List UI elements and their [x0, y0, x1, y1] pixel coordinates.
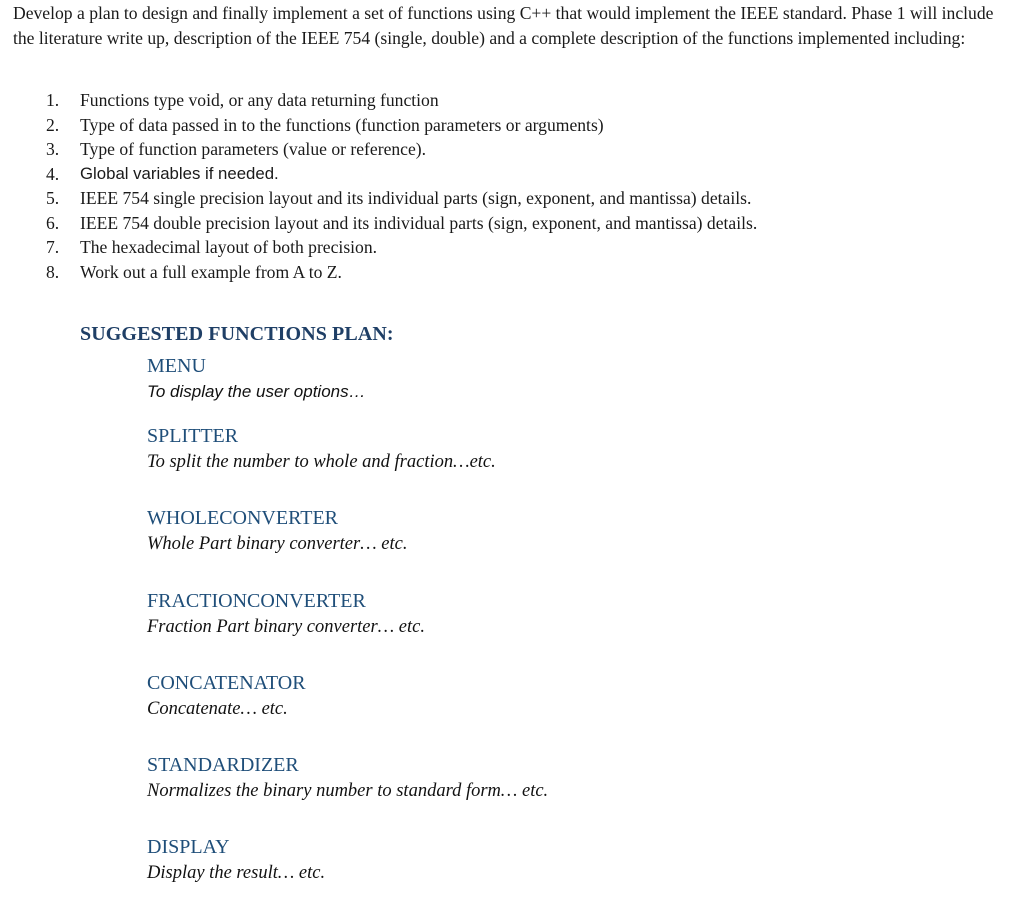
intro-paragraph: Develop a plan to design and finally implement a set of functions using C++ that would implement the IEEE standard. Phase 1 will include the literature write up, description of the IEEE 754 (single, double) and a complete description of the functions implemented including: [13, 3, 994, 48]
function-description: To split the number to whole and fraction…etc. [147, 452, 496, 472]
list-item-text: Functions type void, or any data returning function [80, 90, 439, 110]
function-entry-standardizer [147, 752, 548, 804]
function-name: CONCATENATOR [147, 672, 306, 694]
function-description: Display the result… etc. [147, 863, 326, 883]
list-item-number: 2. [46, 114, 60, 135]
function-name: FRACTIONCONVERTER [147, 590, 366, 612]
function-entry-menu [147, 353, 366, 405]
list-item-number: 6. [46, 212, 60, 233]
function-name: SPLITTER [147, 425, 239, 447]
function-entry-fractionconverter [147, 588, 425, 640]
function-description: Fraction Part binary converter… etc. [147, 617, 425, 637]
list-item-text: Type of function parameters (value or reference). [80, 139, 427, 159]
list-item-text: Work out a full example from A to Z. [80, 261, 342, 282]
list-item-text: Global variables if needed. [80, 163, 279, 183]
list-item-text: IEEE 754 double precision layout and its individual parts (sign, exponent, and mantissa) details. [80, 212, 758, 233]
function-description: To display the user options… [147, 382, 366, 401]
function-name: MENU [147, 355, 206, 377]
function-name: STANDARDIZER [147, 754, 299, 776]
function-entry-concatenator [147, 670, 306, 722]
function-name: DISPLAY [147, 836, 230, 858]
list-item-number: 5. [46, 188, 60, 208]
function-description: Whole Part binary converter… etc. [147, 534, 408, 554]
function-entry-wholeconverter [147, 505, 407, 557]
function-description: Normalizes the binary number to standard form… etc. [147, 781, 549, 801]
function-name: WHOLECONVERTER [147, 507, 338, 529]
list-item-number: 3. [46, 139, 60, 159]
function-entry-splitter [147, 423, 496, 475]
function-description: Concatenate… etc. [147, 699, 288, 719]
list-item-number: 8. [46, 261, 60, 282]
function-entry-display [147, 834, 325, 886]
plan-heading: SUGGESTED FUNCTIONS PLAN: [80, 323, 394, 345]
list-item-text: IEEE 754 single precision layout and its individual parts (sign, exponent, and mantissa) details. [80, 188, 752, 208]
list-item-number: 1. [46, 90, 60, 110]
list-item-text: The hexadecimal layout of both precision. [80, 237, 378, 257]
list-item-number: 7. [46, 237, 60, 257]
list-item-number: 4. [46, 163, 60, 184]
list-item-text: Type of data passed in to the functions (function parameters or arguments) [80, 114, 604, 135]
